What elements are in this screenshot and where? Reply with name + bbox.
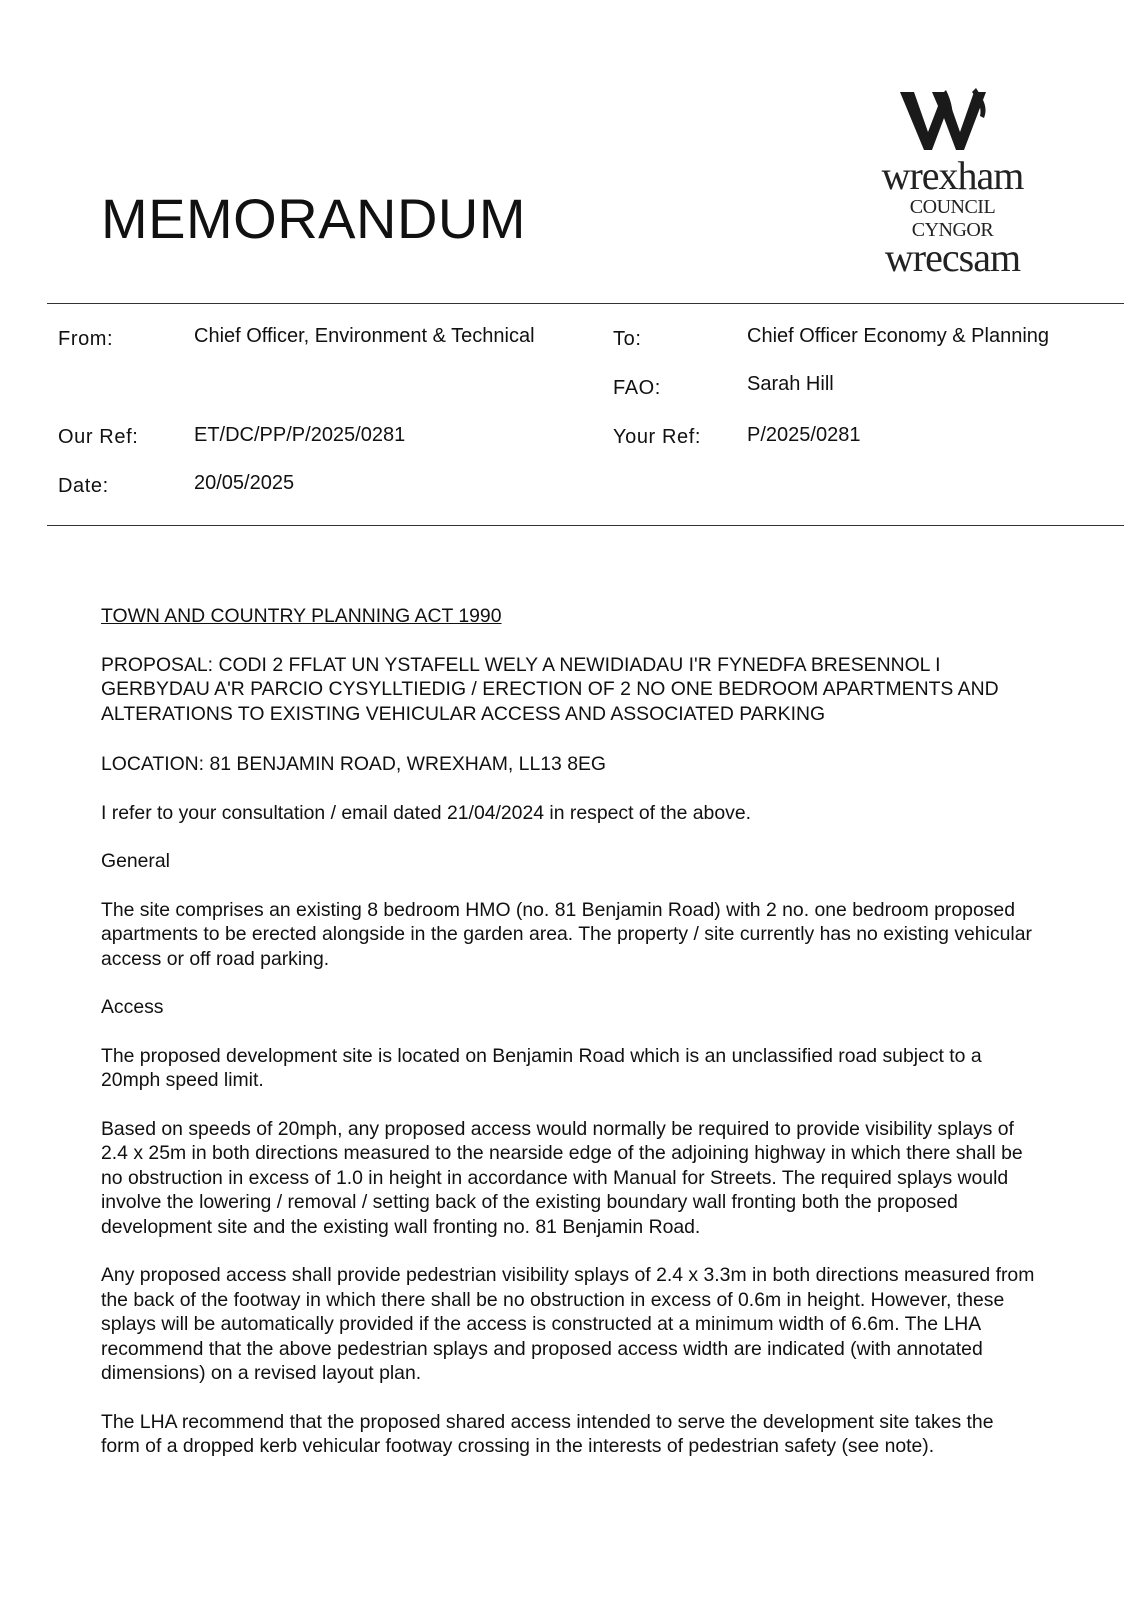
general-heading: General [101,850,170,872]
memo-body [101,604,1036,1483]
header-divider-bottom [47,525,1124,526]
access-heading: Access [101,996,164,1018]
to-label: To: [613,328,642,350]
our-ref-value: ET/DC/PP/P/2025/0281 [194,424,406,446]
your-ref-value: P/2025/0281 [747,424,861,446]
from-value: Chief Officer, Environment & Technical [194,325,535,347]
date-value: 20/05/2025 [194,472,295,494]
fao-label: FAO: [613,377,661,399]
proposal-text: PROPOSAL: CODI 2 FFLAT UN YSTAFELL WELY A NEWIDIADAU I'R FYNEDFA BRESENNOL I GERBYDAU A'R PARCIO CYSYLLTIEDIG / ERECTION OF 2 NO ONE BEDROOM APARTMENTS AND ALTERATIONS TO EXISTING VEHICULAR ACCESS AND ASSOCIATED PARKING [101,653,999,725]
logo-council-text: COUNCIL [909,196,996,218]
date-label: Date: [58,475,109,497]
page-title: MEMORANDUM [101,187,526,250]
wrexham-w-emblem-icon [880,88,1025,156]
fao-value: Sarah Hill [747,373,834,395]
reference-text: I refer to your consultation / email dated 21/04/2024 in respect of the above. [101,801,751,824]
from-label: From: [58,328,114,350]
location-text: LOCATION: 81 BENJAMIN ROAD, WREXHAM, LL13 8EG [101,753,606,775]
access-paragraph-2: Based on speeds of 20mph, any proposed access would normally be required to provide visibility splays of 2.4 x 25m in both directions measured to the nearside edge of the adjoining highway in which there shall be no obstruction in excess of 1.0 in height in accordance with Manual for Streets. The required splays would involve the lowering / removal / setting back of the existing boundary wall fronting both the proposed development site and the existing wall fronting no. 81 Benjamin Road. [101,1117,1023,1238]
council-logo [880,88,1025,280]
our-ref-label: Our Ref: [58,426,139,448]
access-paragraph-4: The LHA recommend that the proposed shared access intended to serve the development site takes the form of a dropped kerb vehicular footway crossing in the interests of pedestrian safety (see note). [101,1410,994,1457]
general-text: The site comprises an existing 8 bedroom HMO (no. 81 Benjamin Road) with 2 no. one bedroom proposed apartments to be erected alongside in the garden area. The property / site currently has no existing vehicular access or off road parking. [101,898,1032,970]
logo-wrexham-text: wrexham [881,153,1024,198]
to-value: Chief Officer Economy & Planning [747,325,1050,347]
act-heading: TOWN AND COUNTRY PLANNING ACT 1990 [101,605,502,627]
access-paragraph-1: The proposed development site is located on Benjamin Road which is an unclassified road subject to a 20mph speed limit. [101,1044,982,1091]
logo-cyngor-text: CYNGOR [911,219,994,241]
your-ref-label: Your Ref: [613,426,702,448]
logo-wrecsam-text: wrecsam [884,235,1021,280]
access-paragraph-3: Any proposed access shall provide pedestrian visibility splays of 2.4 x 3.3m in both directions measured from the back of the footway in which there shall be no obstruction in excess of 0.6m in height. However, these splays will be automatically provided if the access is constructed at a minimum width of 6.6m. The LHA recommend that the above pedestrian splays and proposed access width are indicated (with annotated dimensions) on a revised layout plan. [101,1264,1035,1384]
header-divider-top [47,303,1124,304]
